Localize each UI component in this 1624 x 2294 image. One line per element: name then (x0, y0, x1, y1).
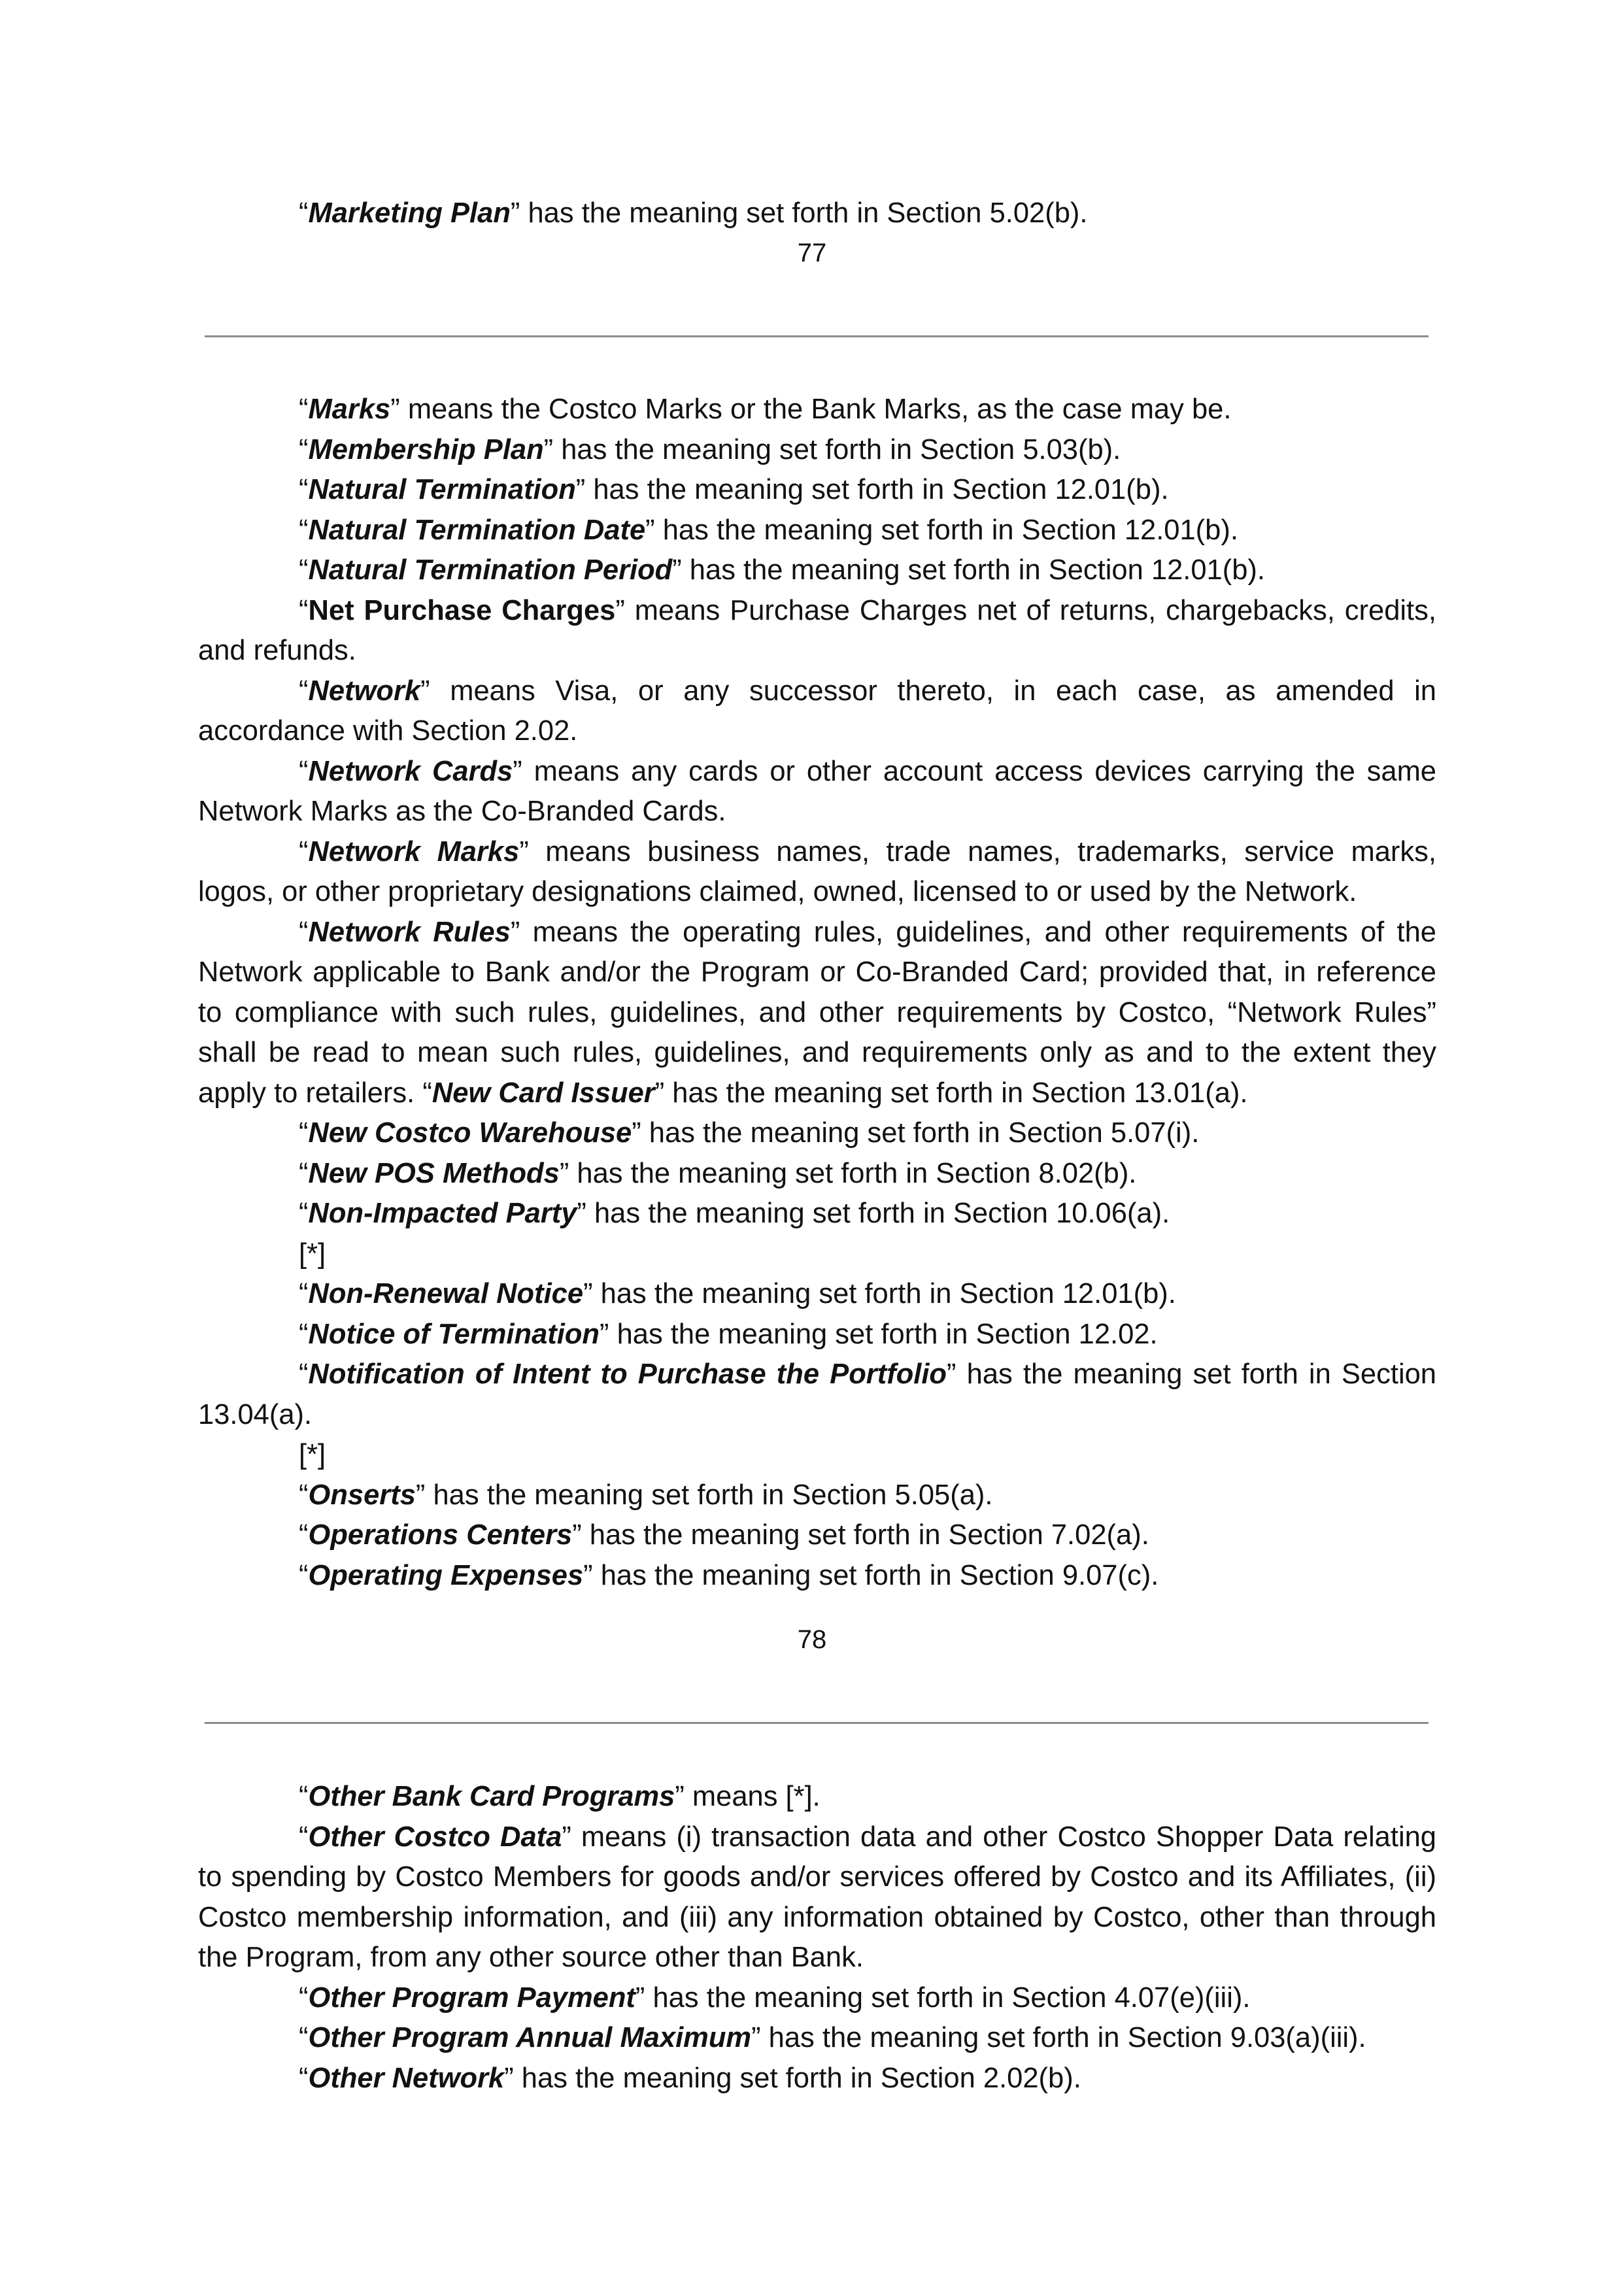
defined-term: Onserts (308, 1479, 416, 1511)
defined-term: Network (308, 675, 421, 707)
definition-text: ” means Purchase Charges net of returns, chargebacks, credits, and refunds. (198, 594, 1436, 666)
redacted-entry: [*] (299, 1439, 326, 1470)
defined-term: Natural Termination Date (308, 514, 646, 546)
definition-text: ” has the meaning set forth in Section 12.02. (600, 1318, 1158, 1350)
defined-term: Operating Expenses (308, 1559, 584, 1591)
definition-non-renewal-notice: “Non-Renewal Notice” has the meaning set forth in Section 12.01(b). (299, 1278, 1176, 1309)
defined-term: Marketing Plan (308, 197, 511, 229)
definition-text: ” has the meaning set forth in Section 10.06(a). (577, 1198, 1170, 1229)
definition-membership-plan: “Membership Plan” has the meaning set forth in Section 5.03(b). (299, 433, 1121, 465)
defined-term: Marks (308, 394, 391, 425)
definition-text: ” has the meaning set forth in Section 12.01(b). (575, 474, 1169, 505)
definition-new-costco-warehouse: “New Costco Warehouse” has the meaning set forth in Section 5.07(i). (299, 1117, 1200, 1149)
redacted-entry: [*] (299, 1238, 326, 1270)
page-divider (205, 1722, 1429, 1724)
defined-term: Notice of Termination (308, 1318, 600, 1350)
defined-term: Operations Centers (308, 1519, 573, 1551)
page-divider (205, 335, 1429, 337)
definition-new-pos-methods: “New POS Methods” has the meaning set forth in Section 8.02(b). (299, 1157, 1137, 1189)
definition-text: ” has the meaning set forth in Section 9.07(c). (583, 1559, 1159, 1591)
definitions-block-page-77 (198, 194, 1436, 234)
definition-other-costco-data: “Other Costco Data” means (i) transaction data and other Costco Shopper Data relating to spending by Costco Members for goods and/or services offered by Costco and its Affiliates, (ii) Costco membership information, and (iii) any information obtained by Costco, other than through the Program, from any other source other than Bank. (198, 1821, 1436, 1973)
definition-text: ” has the meaning set forth in Section 12.01(b). (645, 514, 1238, 546)
definition-text: ” has the meaning set forth in Section 7.02(a). (572, 1519, 1149, 1551)
definition-text: ” has the meaning set forth in Section 9.03(a)(iii). (751, 2022, 1366, 2053)
defined-term: Notification of Intent to Purchase the Portfolio (308, 1358, 947, 1390)
definition-notice-of-termination: “Notice of Termination” has the meaning set forth in Section 12.02. (299, 1318, 1158, 1350)
defined-term: Network Cards (308, 755, 513, 787)
definition-natural-termination: “Natural Termination” has the meaning set forth in Section 12.01(b). (299, 474, 1169, 505)
definition-notification-of-intent: “Notification of Intent to Purchase the Portfolio” has the meaning set forth in Section 13.04(a). (198, 1358, 1436, 1430)
page-number: 77 (797, 239, 827, 267)
defined-term: New POS Methods (308, 1157, 560, 1189)
definition-operating-expenses: “Operating Expenses” has the meaning set forth in Section 9.07(c). (299, 1559, 1159, 1591)
definitions-block-page-79 (198, 1777, 1436, 2099)
definition-network-marks: “Network Marks” means business names, trade names, trademarks, service marks, logos, or other proprietary designations claimed, owned, licensed to or used by the Network. (198, 835, 1436, 907)
defined-term: Non-Impacted Party (308, 1198, 577, 1229)
definition-text: ” has the meaning set forth in Section 12.01(b). (583, 1278, 1176, 1309)
definition-text-inline: ” has the meaning set forth in Section 13.01(a). (654, 1077, 1248, 1109)
definition-onserts: “Onserts” has the meaning set forth in Section 5.05(a). (299, 1479, 993, 1511)
definition-natural-termination-date: “Natural Termination Date” has the meaning set forth in Section 12.01(b). (299, 514, 1238, 546)
defined-term: Membership Plan (308, 433, 544, 465)
definition-text: ” has the meaning set forth in Section 12.01(b). (672, 554, 1266, 586)
definition-text: ” means [*]. (675, 1781, 820, 1812)
definition-text: ” means business names, trade names, trademarks, service marks, logos, or other proprietary designations claimed, owned, licensed to or used by the Network. (198, 835, 1436, 907)
definition-other-network: “Other Network” has the meaning set forth in Section 2.02(b). (299, 2062, 1081, 2094)
definition-text: ” means the operating rules, guidelines, and other requirements of the Network applicable to Bank and/or the Program or Co-Branded Card; provided that, in reference to compliance with such rules, guidelines, and other requirements by Costco, “Network Rules” shall be read to mean such rules, guidelines, and requirements only as and to the extent they apply to retailers. “ (198, 916, 1436, 1109)
definition-text: ” means Visa, or any successor thereto, in each case, as amended in accordance with Section 2.02. (198, 675, 1436, 747)
defined-term: Other Program Payment (308, 1982, 635, 2014)
definition-text: ” has the meaning set forth in Section 5.05(a). (415, 1479, 993, 1511)
definition-natural-termination-period: “Natural Termination Period” has the meaning set forth in Section 12.01(b). (299, 554, 1266, 586)
definition-marks: “Marks” means the Costco Marks or the Bank Marks, as the case may be. (299, 394, 1232, 425)
defined-term: Non-Renewal Notice (308, 1278, 584, 1309)
definition-non-impacted-party: “Non-Impacted Party” has the meaning set forth in Section 10.06(a). (299, 1198, 1170, 1229)
defined-term: Natural Termination Period (308, 554, 673, 586)
definition-network-rules: “Network Rules” means the operating rules, guidelines, and other requirements of the Network applicable to Bank and/or the Program or Co-Branded Card; provided that, in reference to compliance with such rules, guidelines, and other requirements by Costco, “Network Rules” shall be read to mean such rules, guidelines, and requirements only as and to the extent they apply to retailers. “New Card Issuer” has the meaning set forth in Section 13.01(a). (198, 916, 1436, 1109)
defined-term: Other Bank Card Programs (308, 1781, 675, 1812)
defined-term-inline: New Card Issuer (431, 1077, 655, 1109)
definition-text: ” has the meaning set forth in Section 5.02(b). (510, 197, 1088, 229)
defined-term: Network Rules (308, 916, 511, 948)
definition-network-cards: “Network Cards” means any cards or other account access devices carrying the same Network Marks as the Co-Branded Cards. (198, 755, 1436, 827)
page-number: 78 (797, 1625, 827, 1654)
defined-term: Other Program Annual Maximum (308, 2022, 752, 2053)
definition-text: ” has the meaning set forth in Section 13.04(a). (198, 1358, 1436, 1430)
defined-term: Other Costco Data (308, 1821, 562, 1853)
definition-other-program-payment: “Other Program Payment” has the meaning set forth in Section 4.07(e)(iii). (299, 1982, 1251, 2014)
definition-network: “Network” means Visa, or any successor thereto, in each case, as amended in accordance with Section 2.02. (198, 675, 1436, 747)
definition-text: ” has the meaning set forth in Section 5.07(i). (632, 1117, 1200, 1149)
definition-text: ” means (i) transaction data and other Costco Shopper Data relating to spending by Costco Members for goods and/or services offered by Costco and its Affiliates, (ii) Costco membership information, and (iii) any information obtained by Costco, other than through the Program, from any other source other than Bank. (198, 1821, 1436, 1973)
definition-marketing-plan: “Marketing Plan” has the meaning set forth in Section 5.02(b). (299, 197, 1088, 229)
defined-term: Network Marks (308, 835, 520, 868)
definition-text: ” has the meaning set forth in Section 5.03(b). (543, 433, 1121, 465)
definition-text: ” has the meaning set forth in Section 4.07(e)(iii). (635, 1982, 1251, 2014)
defined-term: New Costco Warehouse (308, 1117, 632, 1149)
definition-text: ” means any cards or other account access devices carrying the same Network Marks as the Co-Branded Cards. (198, 755, 1436, 827)
definition-text: ” has the meaning set forth in Section 2.02(b). (504, 2062, 1081, 2094)
defined-term: Natural Termination (308, 474, 576, 505)
definition-text: ” has the meaning set forth in Section 8.02(b). (559, 1157, 1137, 1189)
defined-term: Net Purchase Charges (308, 594, 616, 626)
definitions-block-page-78 (198, 390, 1436, 1596)
definition-other-program-annual-maximum: “Other Program Annual Maximum” has the meaning set forth in Section 9.03(a)(iii). (299, 2022, 1366, 2053)
definition-operations-centers: “Operations Centers” has the meaning set forth in Section 7.02(a). (299, 1519, 1149, 1551)
defined-term: Other Network (308, 2062, 505, 2094)
definition-net-purchase-charges: “Net Purchase Charges” means Purchase Charges net of returns, chargebacks, credits, and refunds. (198, 594, 1436, 666)
definition-other-bank-card-programs: “Other Bank Card Programs” means [*]. (299, 1781, 820, 1812)
definition-text: ” means the Costco Marks or the Bank Marks, as the case may be. (390, 394, 1232, 425)
